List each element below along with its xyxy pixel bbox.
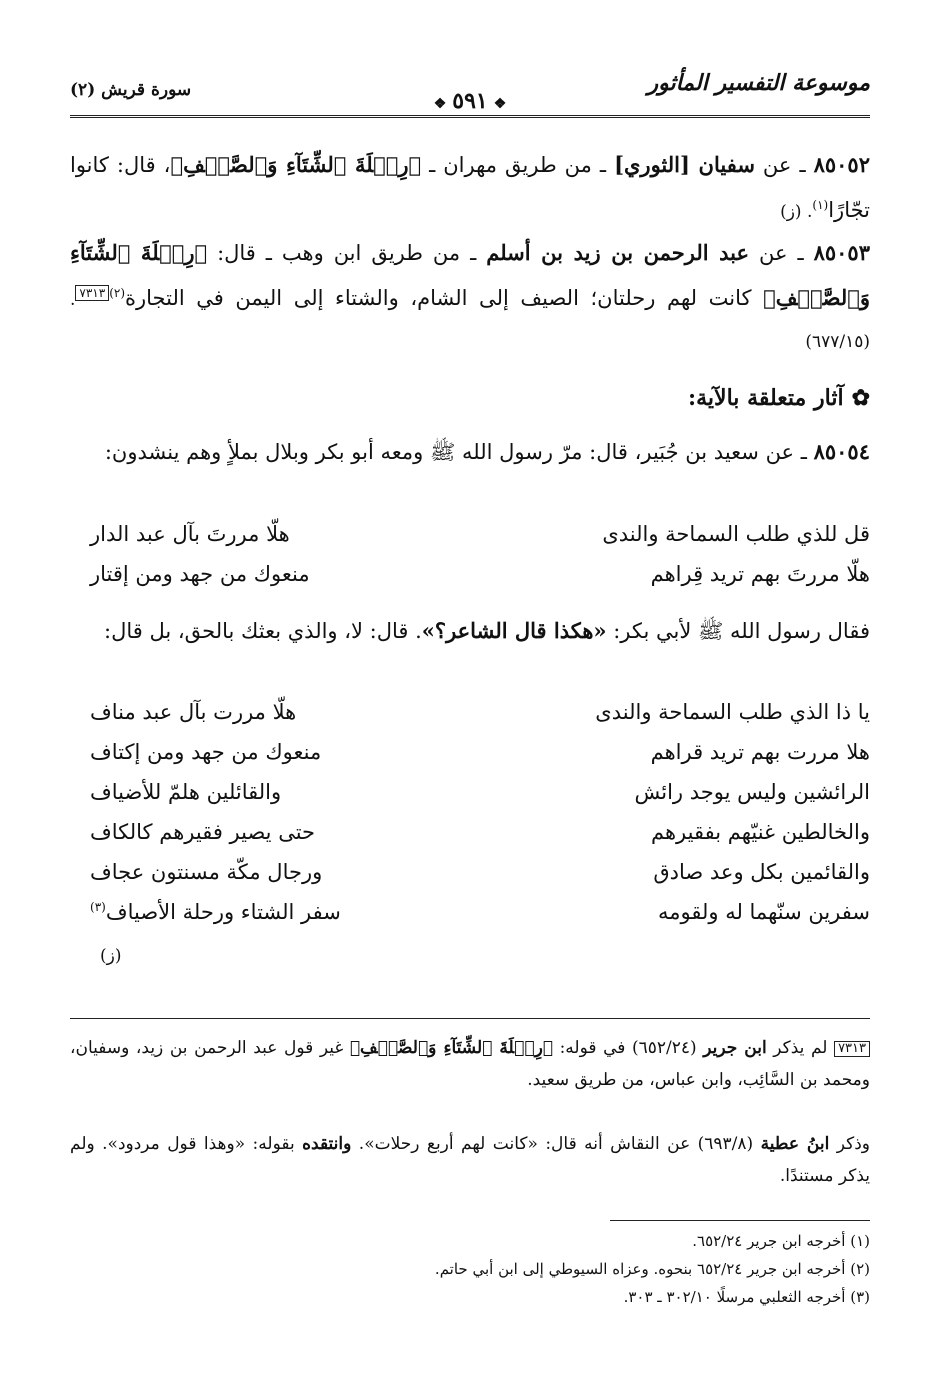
footnote: (١) أخرجه ابن جرير ٦٥٢/٢٤. — [692, 1232, 870, 1250]
quran-quote: ﴿رِحۡلَةَ ٱلشِّتَآءِ وَٱلصَّيۡفِ﴾ — [70, 240, 870, 310]
prophet-quote: «هكذا قال الشاعر؟» — [421, 618, 607, 643]
entry-number: ٨٥٠٥٣ — [813, 240, 870, 265]
narrator-name: سفيان [الثوري] — [614, 152, 755, 177]
verse-first-hemistich: الرائشين وليس يوجد رائش — [634, 780, 870, 804]
verse-line — [70, 700, 870, 740]
commentary-ref-box[interactable]: ٧٣١٣ — [834, 1041, 870, 1057]
citation: . (٦٧٧/١٥) — [70, 290, 870, 352]
verse-second-hemistich: منعوك من جهد ومن إقتار — [90, 562, 310, 586]
poem-citation-line — [70, 946, 870, 986]
verse-first-hemistich: والقائمين بكل وعد صادق — [653, 860, 870, 884]
verse-first-hemistich: يا ذا الذي طلب السماحة والندى — [595, 700, 870, 724]
verse-second-hemistich — [90, 900, 450, 924]
ornament-icon: ❖ — [493, 96, 507, 112]
note-text: وذكر — [829, 1134, 870, 1154]
footnote-marker: (١) — [812, 198, 829, 212]
verse-second-hemistich: حتى يصير فقيرهم كالكاف — [90, 820, 316, 844]
verse-first-hemistich: قل للذي طلب السماحة والندى — [602, 522, 870, 546]
commentary-separator — [70, 1018, 870, 1019]
page-number: ٥٩١ — [452, 88, 488, 114]
entry-text: ، قال: كانوا تجّارًا — [70, 153, 870, 222]
dialogue-paragraph — [70, 611, 870, 651]
quran-quote: ﴿رِحۡلَةَ ٱلشِّتَآءِ وَٱلصَّيۡفِ﴾ — [349, 1038, 553, 1058]
verse-first-hemistich: سفرين سنّهما له ولقومه — [658, 900, 870, 924]
page-header — [70, 60, 870, 120]
entry-85053 — [70, 233, 870, 362]
hemistich-text: سفر الشتاء ورحلة الأصياف — [105, 900, 341, 924]
verse-line — [70, 820, 870, 860]
footnote-separator — [610, 1220, 870, 1221]
book-title: موسوعة التفسير المأثور — [647, 70, 870, 96]
note-text: (٦٥٢/٢٤) في قوله: — [552, 1038, 704, 1058]
verse-line — [70, 740, 870, 780]
verse-line — [70, 780, 870, 820]
page — [70, 60, 870, 1350]
footnote-marker: (٢) — [109, 286, 126, 300]
entry-number: ٨٥٠٥٤ — [813, 439, 870, 464]
critique-word: وانتقده — [302, 1134, 352, 1154]
scholar-name: ابن جرير — [703, 1038, 767, 1058]
citation: (ز) — [100, 946, 122, 966]
entry-text: كانت لهم رحلتان؛ الصيف إلى الشام، والشتاء إلى اليمن في التجارة — [125, 286, 764, 310]
entry-85054 — [70, 432, 870, 472]
verse-line — [70, 860, 870, 900]
commentary-note-2 — [70, 1128, 870, 1192]
section-title-text: آثار متعلقة بالآية: — [688, 385, 844, 411]
scholar-name: ابنُ عطية — [760, 1134, 830, 1154]
dialogue-text: فقال رسول الله ﷺ لأبي بكر: — [606, 619, 870, 643]
ornament-icon: ❖ — [433, 96, 447, 112]
entry-text: ـ من طريق مهران ـ — [421, 153, 615, 177]
flower-ornament-icon: ✿ — [851, 385, 870, 411]
narrator-name: عبد الرحمن بن زيد بن أسلم — [486, 240, 750, 265]
verse-first-hemistich: هلا مررت بهم تريد قراهم — [650, 740, 870, 764]
header-rule — [70, 115, 870, 118]
commentary-ref-box[interactable]: ٧٣١٣ — [75, 285, 109, 301]
commentary-note — [70, 1032, 870, 1096]
verse-second-hemistich: والقائلين هلمّ للأضياف — [90, 780, 282, 804]
verse-line — [70, 900, 870, 940]
verse-second-hemistich: هلّا مررت بآل عبد مناف — [90, 700, 297, 724]
citation: . (ز) — [780, 202, 813, 222]
verse-first-hemistich: والخالطين غنيّهم بفقيرهم — [650, 820, 870, 844]
note-text: (٦٩٣/٨) عن النقاش أنه قال: «كانت لهم أربع رحلات». — [351, 1134, 761, 1154]
footnote-marker: (٣) — [90, 900, 106, 914]
note-text: لم يذكر — [766, 1038, 835, 1058]
surah-label: سورة قريش (٢) — [70, 80, 192, 100]
note-text: غير قول عبد الرحمن بن زيد، وسفيان، ومحمد بن السَّائِب، وابن عباس، من طريق سعيد. — [70, 1038, 870, 1090]
verse-second-hemistich: منعوك من جهد ومن إكتاف — [90, 740, 322, 764]
verse-line — [70, 562, 870, 602]
footnote: (٢) أخرجه ابن جرير ٦٥٢/٢٤ بنحوه. وعزاه السيوطي إلى ابن أبي حاتم. — [434, 1260, 870, 1278]
verse-second-hemistich: هلّا مررتَ بآل عبد الدار — [90, 522, 290, 546]
verse-line — [70, 522, 870, 562]
entry-text: ـ عن — [749, 241, 814, 265]
quran-quote: ﴿رِحۡلَةَ ٱلشِّتَآءِ وَٱلصَّيۡفِ﴾ — [170, 152, 422, 177]
entry-text: ـ من طريق ابن وهب ـ قال: — [207, 241, 487, 265]
verse-first-hemistich: هلّا مررتَ بهم تريد قِراهم — [650, 562, 870, 586]
dialogue-text: . قال: لا، والذي بعثك بالحق، بل قال: — [104, 619, 422, 643]
note-text: بقوله: «وهذا قول مردود». ولم يذكر مستندًا. — [70, 1134, 870, 1186]
section-title — [688, 385, 870, 411]
entry-85052 — [70, 145, 870, 232]
entry-text: ـ عن سعيد بن جُبَير، قال: مرّ رسول الله ﷺ ومعه أبو بكر وبلال بملأٍ وهم ينشدون: — [104, 440, 814, 464]
entry-text: ـ عن — [754, 153, 814, 177]
verse-second-hemistich: ورجال مكّة مسنتون عجاف — [90, 860, 323, 884]
entry-number: ٨٥٠٥٢ — [813, 152, 870, 177]
footnote: (٣) أخرجه الثعلبي مرسلًا ٣٠٢/١٠ ـ ٣٠٣. — [623, 1288, 870, 1306]
